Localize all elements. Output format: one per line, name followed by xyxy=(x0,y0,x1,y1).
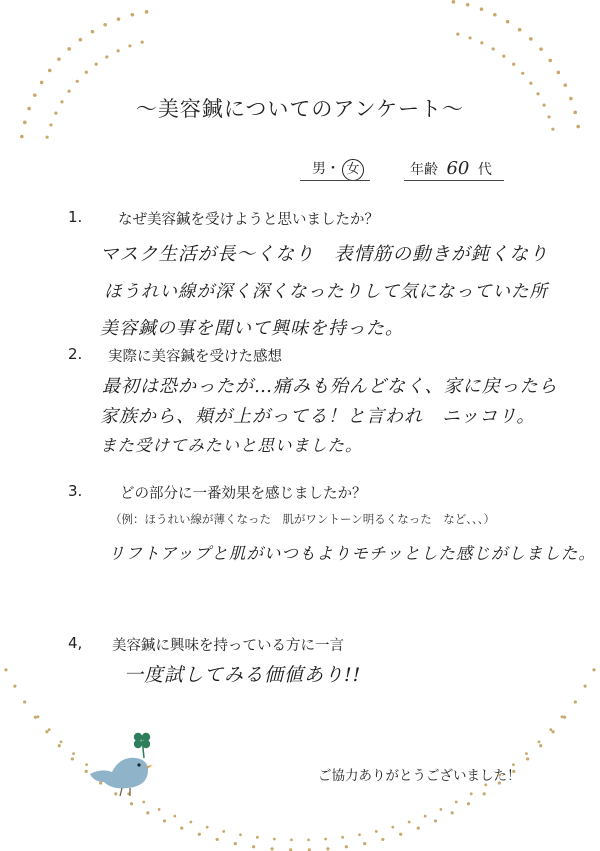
decor-dot xyxy=(512,63,515,66)
age-field xyxy=(410,158,492,179)
decor-dot xyxy=(103,23,107,27)
decor-dot xyxy=(521,72,524,75)
decor-dot xyxy=(13,685,16,688)
question-2-answer-line-3: また受けてみたいと思いました。 xyxy=(100,436,363,455)
decor-dot xyxy=(141,41,144,44)
decor-dot xyxy=(307,838,310,841)
decor-dot xyxy=(563,716,566,719)
decor-dot xyxy=(49,123,52,126)
decor-dot xyxy=(574,700,577,703)
decor-dot xyxy=(128,44,131,47)
decor-dot xyxy=(408,821,411,824)
decor-dot xyxy=(46,136,49,139)
decor-dot xyxy=(518,28,522,32)
decor-dot xyxy=(592,668,595,671)
decor-dot xyxy=(131,13,135,17)
decor-dot xyxy=(117,17,121,21)
decor-dot xyxy=(34,716,37,719)
decor-dot xyxy=(561,715,564,718)
age-unit: 代 xyxy=(477,162,492,178)
decor-dot xyxy=(72,752,75,755)
decor-dot xyxy=(222,830,225,833)
decor-dot xyxy=(189,821,192,824)
decor-dot xyxy=(399,833,402,836)
decor-dot xyxy=(529,82,532,85)
question-1-answer-line-1: マスク生活が長〜くなり 表情筋の動きが鈍くなり xyxy=(100,244,549,265)
question-3-example: （例：ほうれい線が薄くなった 肌がワントーン明るくなった など、、、） xyxy=(110,512,496,526)
question-4-text: 美容鍼に興味を持っている方に一言 xyxy=(112,638,344,654)
decor-dot xyxy=(551,730,554,733)
decor-dot xyxy=(526,757,529,760)
thanks-message: ご協力ありがとうございました！ xyxy=(318,768,521,784)
decor-dot xyxy=(23,700,26,703)
decor-dot xyxy=(341,836,344,839)
clover-icon xyxy=(134,733,150,758)
decor-dot xyxy=(551,128,554,131)
decor-dot xyxy=(576,125,580,129)
decor-dot xyxy=(548,59,552,63)
decor-dot xyxy=(506,20,510,24)
decor-dot xyxy=(48,69,52,73)
decor-dot xyxy=(439,808,442,811)
question-2-answer-line-2: 家族から、頬が上がってる！と言われ ニッコリ。 xyxy=(100,406,536,427)
question-1-text: なぜ美容鍼を受けようと思いましたか？ xyxy=(118,212,379,228)
gender-field xyxy=(312,158,364,181)
bird-icon xyxy=(82,728,172,798)
age-label: 年齢 xyxy=(410,162,438,178)
decor-dot xyxy=(20,135,24,139)
decor-dot xyxy=(345,845,348,848)
decor-dot xyxy=(467,802,470,805)
decor-dot xyxy=(85,71,88,74)
decor-dot xyxy=(324,838,327,841)
question-2-answer-line-1: 最初は恐かったが…痛みも殆んどなく、家に戻ったら xyxy=(102,376,558,397)
decor-dot xyxy=(146,811,149,814)
decor-dot xyxy=(539,47,543,51)
decor-dot xyxy=(76,80,79,83)
decor-dot xyxy=(468,36,471,39)
decor-dot xyxy=(234,842,237,845)
decor-dot xyxy=(4,668,7,671)
decor-dot xyxy=(239,833,242,836)
decor-dot xyxy=(163,819,166,822)
decor-dot xyxy=(470,792,473,795)
decor-dot xyxy=(381,838,384,841)
decor-dot xyxy=(363,842,366,845)
question-2-number: 2. xyxy=(68,345,83,363)
decor-dot xyxy=(480,41,483,44)
decor-dot xyxy=(434,819,437,822)
question-3-text: どの部分に一番効果を感じましたか？ xyxy=(120,486,367,502)
decor-dot xyxy=(40,81,44,85)
decor-dot xyxy=(358,833,361,836)
decor-dot xyxy=(290,838,293,841)
decor-dot xyxy=(216,838,219,841)
decor-dot xyxy=(502,55,505,58)
decor-dot xyxy=(198,833,201,836)
age-underline xyxy=(404,180,504,181)
decor-dot xyxy=(326,847,329,850)
decor-dot xyxy=(391,826,394,829)
decor-dot xyxy=(480,7,484,11)
gender-separator: ・ xyxy=(326,161,340,177)
decor-dot xyxy=(529,37,533,41)
decor-dot xyxy=(117,49,120,52)
question-3-number: 3. xyxy=(68,482,83,500)
decor-dot xyxy=(451,811,454,814)
decor-dot xyxy=(273,838,276,841)
question-2-text: 実際に美容鍼を受けた感想 xyxy=(108,349,282,365)
decor-dot xyxy=(483,792,486,795)
decor-dot xyxy=(271,847,274,850)
decor-dot xyxy=(173,815,176,818)
decor-dot xyxy=(145,10,149,14)
decor-dot xyxy=(158,808,161,811)
decor-dot xyxy=(538,741,541,744)
question-4-answer-line-1: 一度試してみる価値あり!! xyxy=(124,664,362,686)
decor-dot xyxy=(424,815,427,818)
question-1-number: 1. xyxy=(68,208,83,226)
gender-male-label: 男 xyxy=(312,161,326,177)
decor-dot xyxy=(60,741,63,744)
decor-dot xyxy=(493,13,497,17)
decor-dot xyxy=(37,715,40,718)
decor-dot xyxy=(417,826,420,829)
decor-dot xyxy=(256,836,259,839)
decor-dot xyxy=(455,801,458,804)
decor-dot xyxy=(79,38,83,42)
decor-dot xyxy=(180,826,183,829)
decor-dot xyxy=(57,57,61,61)
decor-dot xyxy=(563,83,567,87)
question-1-answer-line-3: 美容鍼の事を聞いて興味を持った。 xyxy=(100,318,404,339)
decor-dot xyxy=(549,728,552,731)
question-4-number: 4, xyxy=(68,634,83,652)
decor-dot xyxy=(130,802,133,805)
decor-dot xyxy=(492,47,495,50)
decor-dot xyxy=(539,744,542,747)
decor-dot xyxy=(95,63,98,66)
decor-dot xyxy=(557,71,561,75)
decor-dot xyxy=(58,744,61,747)
decor-dot xyxy=(375,830,378,833)
decor-dot xyxy=(206,826,209,829)
decor-dot xyxy=(45,730,48,733)
decor-dot xyxy=(91,30,95,34)
decor-dot xyxy=(67,47,71,51)
decor-dot xyxy=(456,33,459,36)
question-1-answer-line-2: ほうれい線が深く深くなったりして気になっていた所 xyxy=(104,282,548,302)
decor-dot xyxy=(142,801,145,804)
decor-dot xyxy=(584,685,587,688)
decor-dot xyxy=(48,728,51,731)
decor-dot xyxy=(252,845,255,848)
question-3-answer-line-1: リフトアップと肌がいつもよりモチッとした感じがしました。 xyxy=(108,544,596,563)
decor-dot xyxy=(452,0,456,4)
decor-dot xyxy=(71,757,74,760)
decor-dot xyxy=(466,3,470,7)
decor-dot xyxy=(105,55,108,58)
age-value: 60 xyxy=(446,158,470,179)
gender-underline xyxy=(300,180,370,181)
gender-female-circled: 女 xyxy=(342,159,364,181)
decor-dot xyxy=(525,752,528,755)
page-title: 〜美容鍼についてのアンケート〜 xyxy=(135,97,465,121)
